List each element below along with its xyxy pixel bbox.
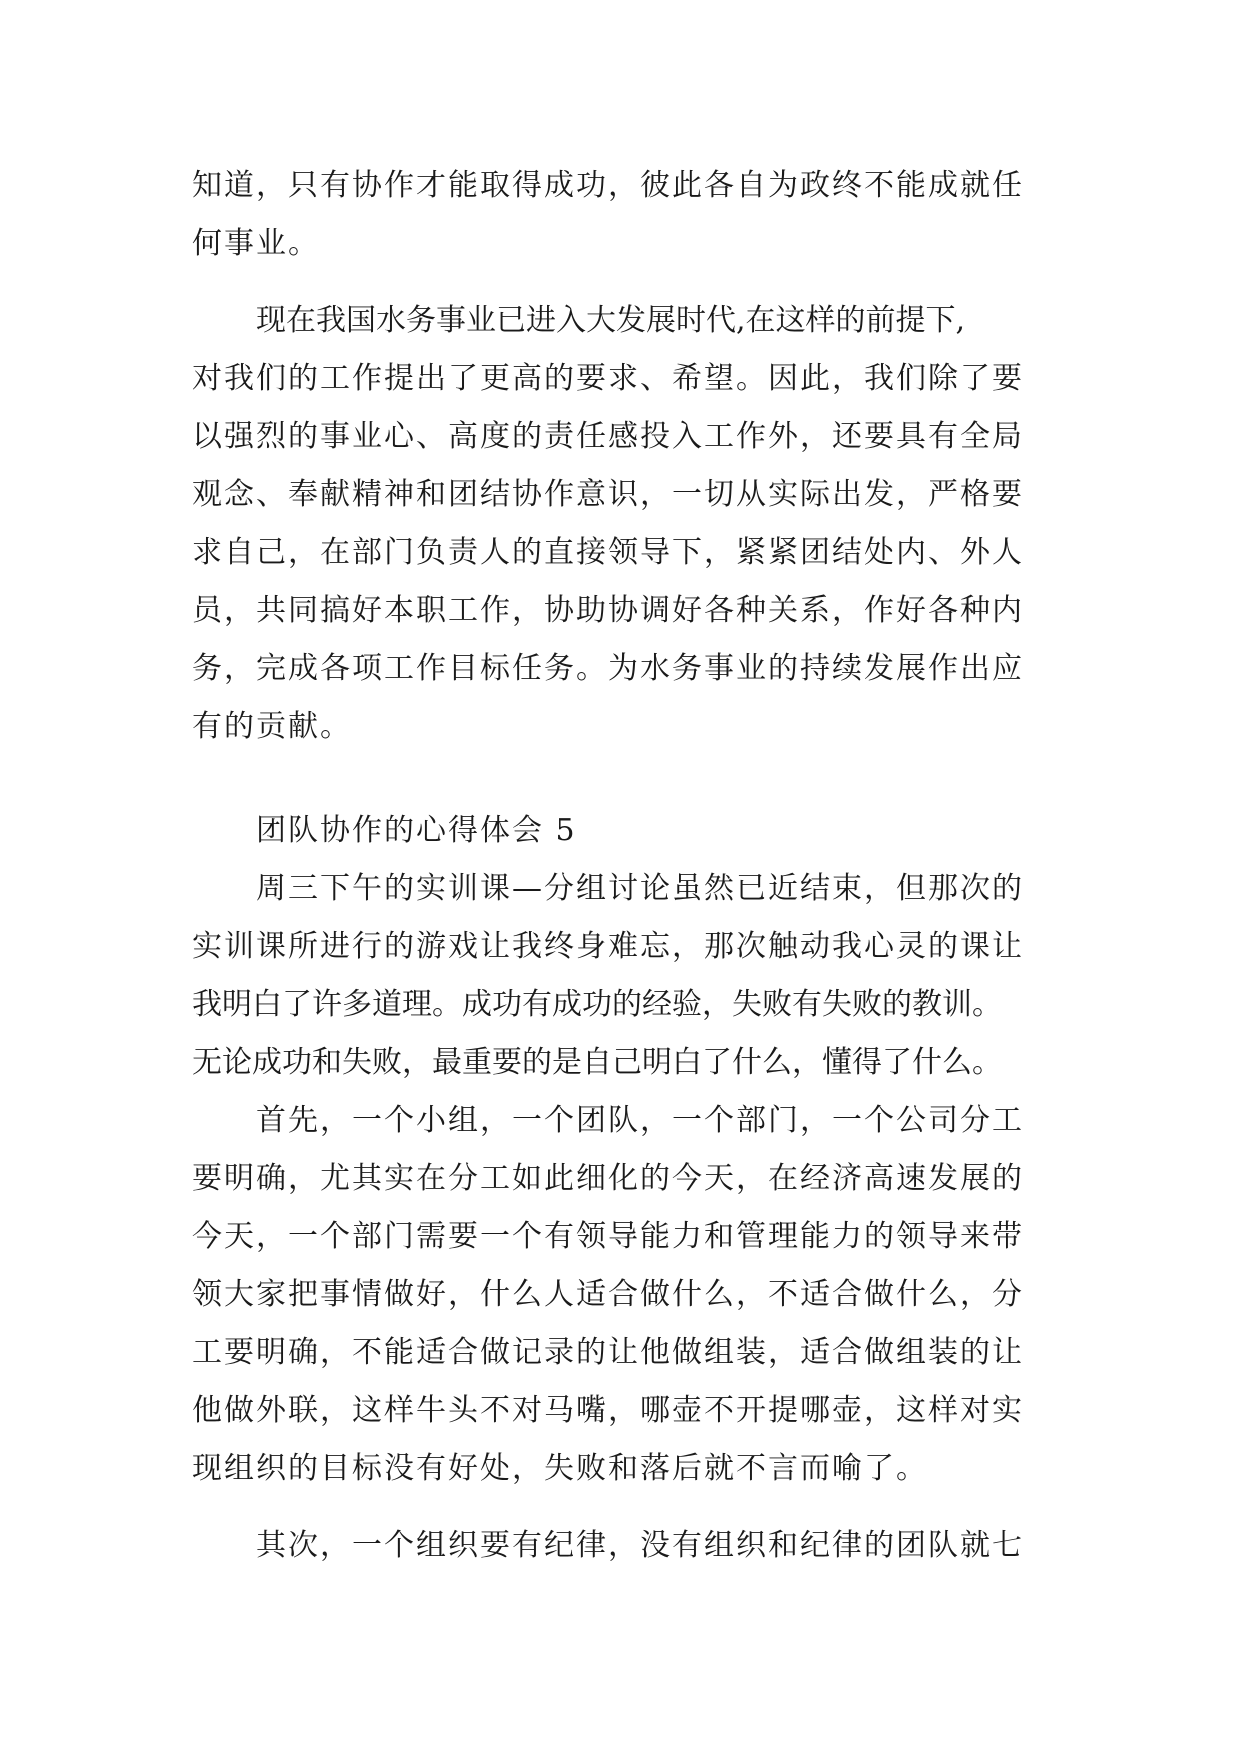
text-line: 无论成功和失败，最重要的是自己明白了什么，懂得了什么。 <box>192 1045 1002 1080</box>
text-line: 我明白了许多道理。成功有成功的经验，失败有失败的教训。 <box>192 987 1002 1022</box>
text-line: 对我们的工作提出了更高的要求、希望。因此，我们除了要 <box>192 361 1024 396</box>
text-line: 员，共同搞好本职工作，协助协调好各种关系，作好各种内 <box>192 593 1024 628</box>
text-line: 实训课所进行的游戏让我终身难忘，那次触动我心灵的课让 <box>192 929 1024 964</box>
text-line: 何事业。 <box>192 226 320 261</box>
text-line: 务，完成各项工作目标任务。为水务事业的持续发展作出应 <box>192 651 1024 686</box>
text-line: 以强烈的事业心、高度的责任感投入工作外，还要具有全局 <box>192 419 1024 454</box>
text-line: 其次，一个组织要有纪律，没有组织和纪律的团队就七 <box>256 1528 1024 1563</box>
text-line: 现组织的目标没有好处，失败和落后就不言而喻了。 <box>192 1451 928 1486</box>
text-line: 领大家把事情做好，什么人适合做什么，不适合做什么，分 <box>192 1277 1024 1312</box>
text-line: 观念、奉献精神和团结协作意识，一切从实际出发，严格要 <box>192 477 1024 512</box>
text-line: 求自己，在部门负责人的直接领导下，紧紧团结处内、外人 <box>192 535 1024 570</box>
section-heading: 团队协作的心得体会 5 <box>256 813 577 848</box>
text-line: 有的贡献。 <box>192 709 352 744</box>
text-line: 知道，只有协作才能取得成功，彼此各自为政终不能成就任 <box>192 168 1024 203</box>
text-line: 要明确，尤其实在分工如此细化的今天，在经济高速发展的 <box>192 1161 1024 1196</box>
text-line: 首先，一个小组，一个团队，一个部门，一个公司分工 <box>256 1103 1024 1138</box>
text-line: 现在我国水务事业已进入大发展时代,在这样的前提下, <box>256 303 966 338</box>
text-line: 今天，一个部门需要一个有领导能力和管理能力的领导来带 <box>192 1219 1024 1254</box>
text-line: 他做外联，这样牛头不对马嘴，哪壶不开提哪壶，这样对实 <box>192 1393 1024 1428</box>
text-line: 工要明确，不能适合做记录的让他做组装，适合做组装的让 <box>192 1335 1024 1370</box>
text-line: 周三下午的实训课—分组讨论虽然已近结束，但那次的 <box>256 871 1024 906</box>
